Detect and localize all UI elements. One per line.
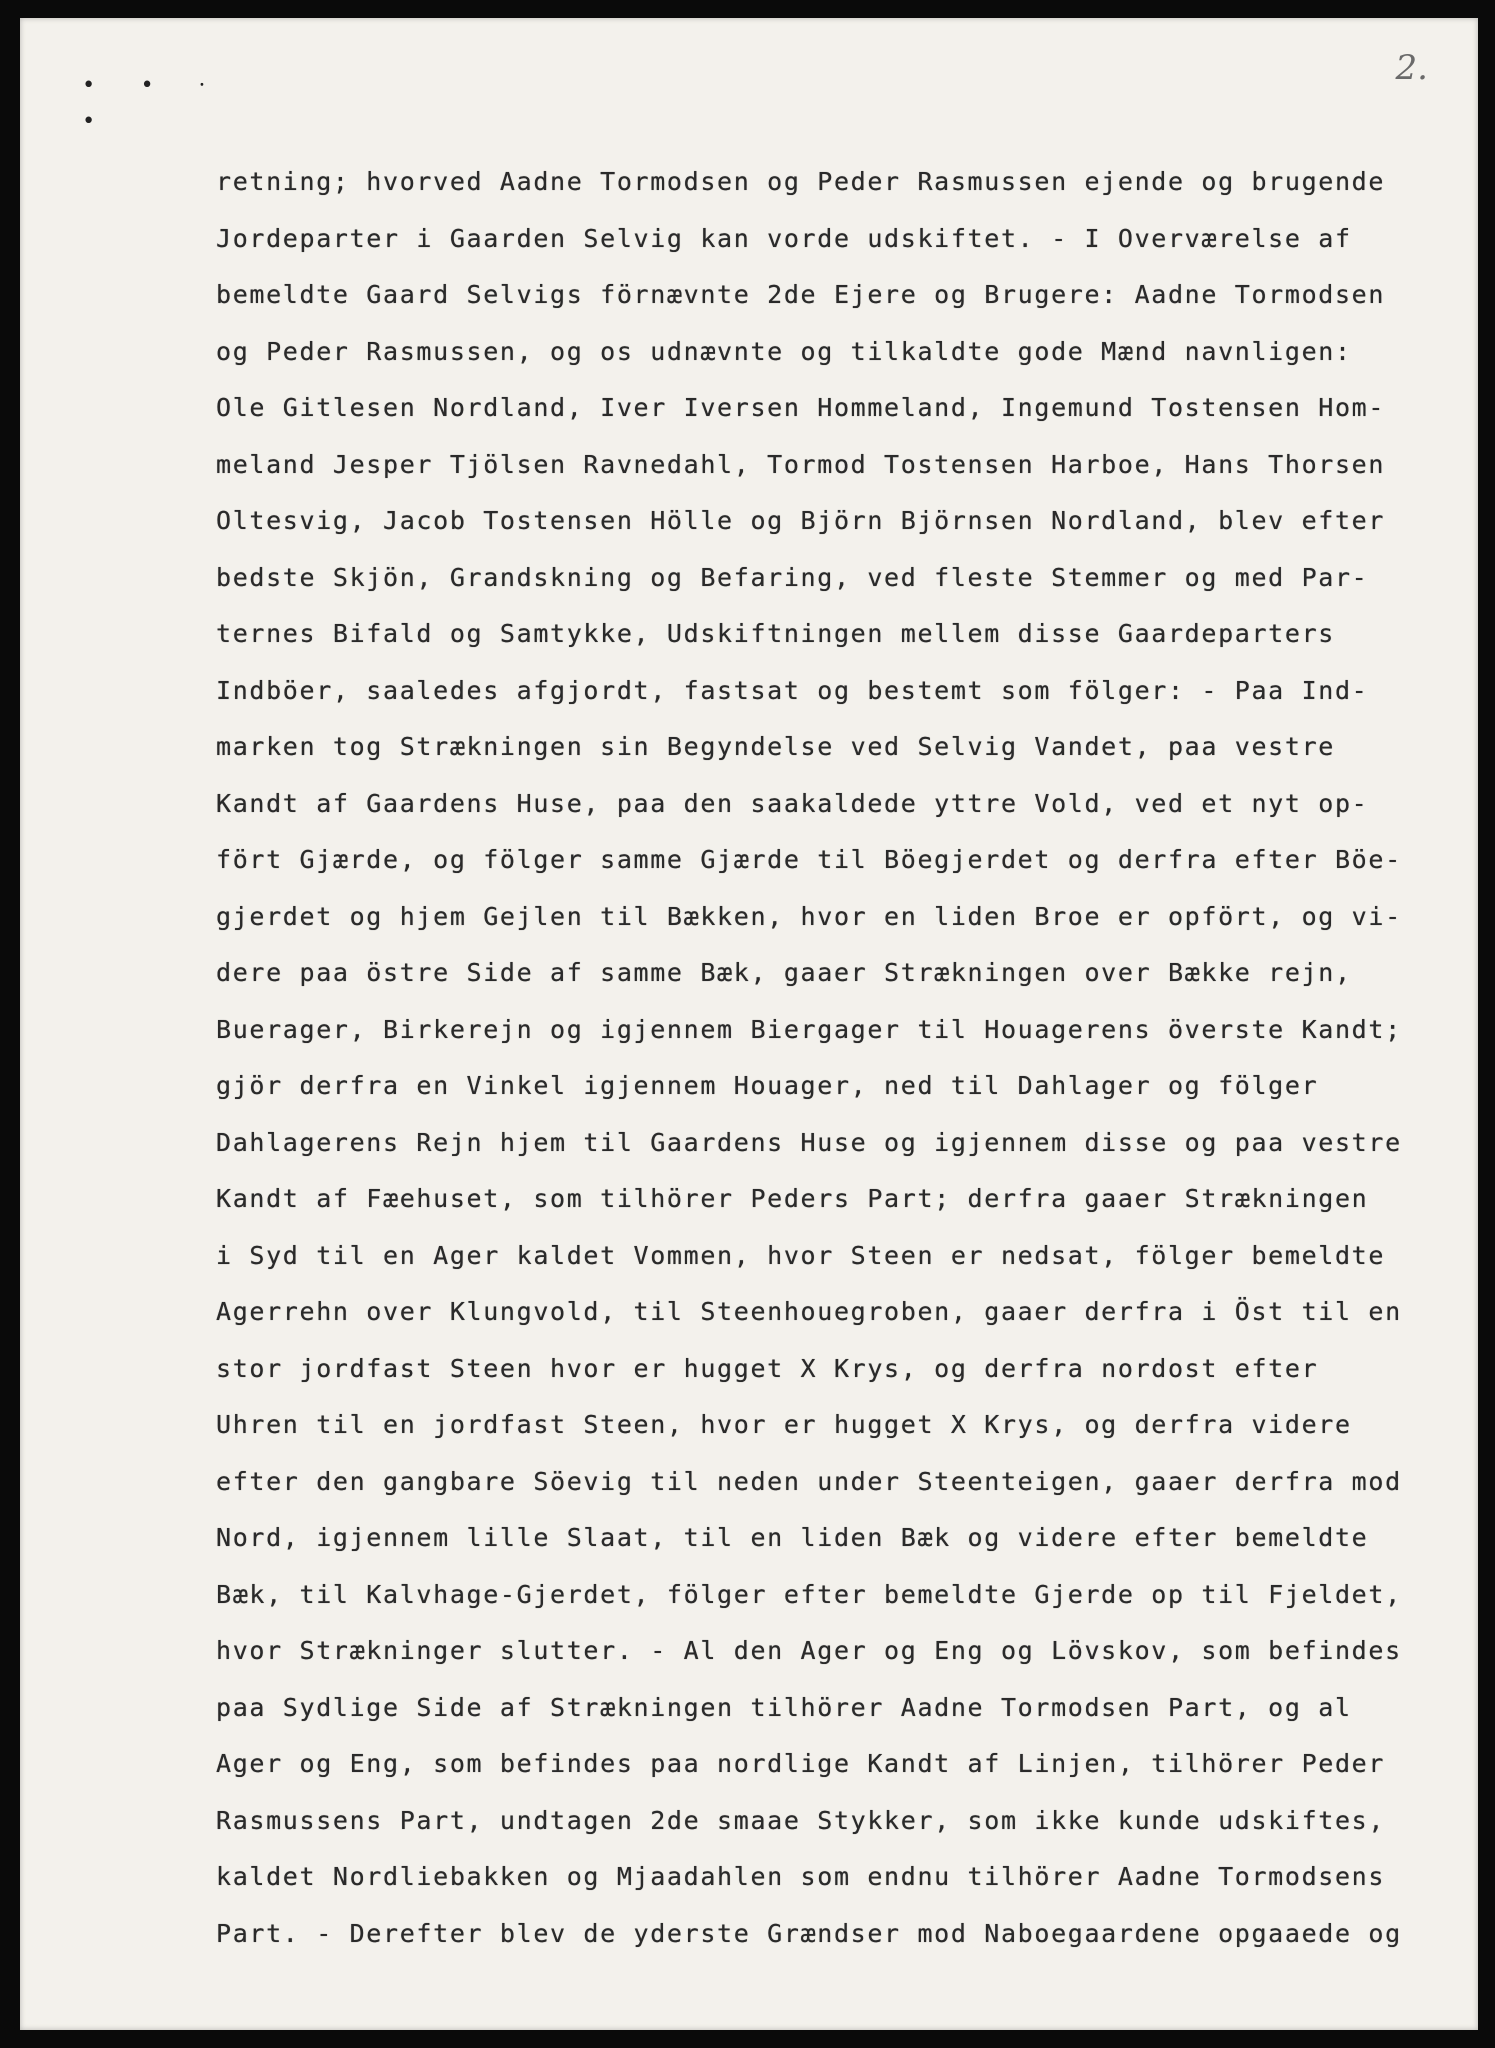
- text-line: Uhren til en jordfast Steen, hvor er hugget X Krys, og derfra videre: [216, 1410, 1352, 1439]
- text-line: Nord, igjennem lille Slaat, til en liden Bæk og videre efter bemeldte: [216, 1523, 1369, 1552]
- text-line: Rasmussens Part, undtagen 2de smaae Stykker, som ikke kunde udskiftes,: [216, 1805, 1386, 1835]
- text-line: Kandt af Gaardens Huse, paa den saakaldede yttre Vold, ved et nyt op-: [216, 788, 1369, 818]
- text-line: Buerager, Birkerejn og igjennem Biergager til Houagerens överste Kandt;: [216, 1014, 1402, 1044]
- margin-marks: [82, 68, 221, 140]
- text-line: Jordeparter i Gaarden Selvig kan vorde udskiftet. - I Overværelse af: [216, 223, 1352, 253]
- text-line: og Peder Rasmussen, og os udnævnte og tilkaldte gode Mænd navnligen:: [216, 336, 1352, 366]
- text-line: retning; hvorved Aadne Tormodsen og Peder Rasmussen ejende og brugende: [216, 167, 1386, 196]
- text-line: bedste Skjön, Grandskning og Befaring, ved fleste Stemmer og med Par-: [216, 562, 1369, 592]
- text-line: gjör derfra en Vinkel igjennem Houager, ned til Dahlager og fölger: [216, 1071, 1319, 1100]
- text-line: marken tog Strækningen sin Begyndelse ved Selvig Vandet, paa vestre: [216, 732, 1335, 761]
- text-line: efter den gangbare Söevig til neden under Steenteigen, gaaer derfra mod: [216, 1466, 1402, 1496]
- text-line: gjerdet og hjem Gejlen til Bækken, hvor en liden Broe er opfört, og vi-: [216, 901, 1402, 931]
- text-line: Bæk, til Kalvhage-Gjerdet, fölger efter bemeldte Gjerde op til Fjeldet,: [216, 1579, 1402, 1609]
- text-line: ternes Bifald og Samtykke, Udskiftningen mellem disse Gaardeparters: [216, 619, 1335, 648]
- text-line: Kandt af Fæehuset, som tilhörer Peders Part; derfra gaaer Strækningen: [216, 1184, 1369, 1213]
- text-line: Part. - Derefter blev de yderste Grændser mod Naboegaardene opgaaede og: [216, 1918, 1402, 1948]
- text-line: meland Jesper Tjölsen Ravnedahl, Tormod Tostensen Harboe, Hans Thorsen: [216, 449, 1386, 479]
- text-line: Ole Gitlesen Nordland, Iver Iversen Hommeland, Ingemund Tostensen Hom-: [216, 393, 1386, 422]
- text-line: hvor Strækninger slutter. - Al den Ager og Eng og Lövskov, som befindes: [216, 1636, 1402, 1665]
- text-line: fört Gjærde, og fölger samme Gjærde til Böegjerdet og derfra efter Böe-: [216, 845, 1402, 874]
- text-line: Dahlagerens Rejn hjem til Gaardens Huse og igjennem disse og paa vestre: [216, 1127, 1402, 1157]
- text-line: paa Sydlige Side af Strækningen tilhörer Aadne Tormodsen Part, og al: [216, 1692, 1352, 1722]
- text-line: kaldet Nordliebakken og Mjaadahlen som endnu tilhörer Aadne Tormodsens: [216, 1862, 1386, 1891]
- text-line: Ager og Eng, som befindes paa nordlige Kandt af Linjen, tilhörer Peder: [216, 1749, 1386, 1778]
- margin-marks-row-1: • • ⸱: [82, 73, 221, 98]
- page-number: 2.: [1395, 48, 1428, 88]
- text-line: Oltesvig, Jacob Tostensen Hölle og Björn Björnsen Nordland, blev efter: [216, 506, 1386, 535]
- text-line: i Syd til en Ager kaldet Vommen, hvor Steen er nedsat, fölger bemeldte: [216, 1240, 1386, 1270]
- text-line: bemeldte Gaard Selvigs förnævnte 2de Ejere og Brugere: Aadne Tormodsen: [216, 280, 1386, 309]
- text-line: stor jordfast Steen hvor er hugget X Krys, og derfra nordost efter: [216, 1353, 1319, 1383]
- text-line: Indböer, saaledes afgjordt, fastsat og bestemt som fölger: - Paa Ind-: [216, 675, 1369, 705]
- margin-marks-row-2: •: [82, 109, 112, 134]
- text-line: Agerrehn over Klungvold, til Steenhouegroben, gaaer derfra i Öst til en: [216, 1297, 1402, 1326]
- typed-text-body: [216, 154, 1451, 1962]
- text-line: dere paa östre Side af samme Bæk, gaaer Strækningen over Bække rejn,: [216, 958, 1352, 987]
